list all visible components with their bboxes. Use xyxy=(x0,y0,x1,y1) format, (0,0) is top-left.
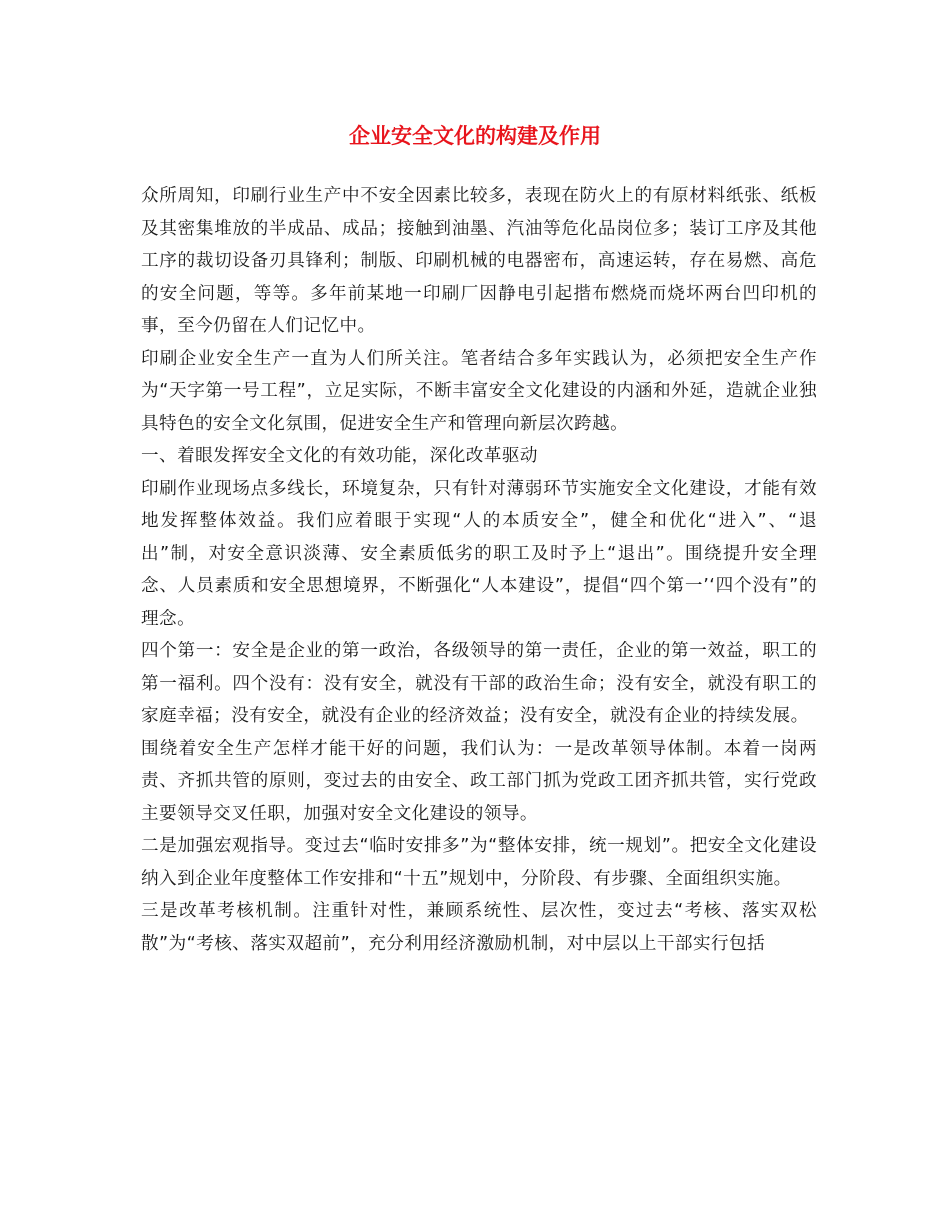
section-heading-1: 一、着眼发挥安全文化的有效功能，深化改革驱动 xyxy=(141,446,538,466)
paragraph-four-principles: 四个第一：安全是企业的第一政治，各级领导的第一责任，企业的第一效益，职工的第一福利。四个没有：没有安全，就没有干部的政治生命；没有安全，就没有职工的家庭幸福；没有安全，就没有企业的经济效益；没有安全，就没有企业的持续发展。 xyxy=(141,641,817,726)
paragraph-leadership-reform: 围绕着安全生产怎样才能干好的问题，我们认为：一是改革领导体制。本着一岗两责、齐抓共管的原则，变过去的由安全、政工部门抓为党政工团齐抓共管，实行党政主要领导交叉任职，加强对安全文化建设的领导。 xyxy=(141,738,817,824)
paragraph-assessment-reform: 三是改革考核机制。注重针对性，兼顾系统性、层次性，变过去“考核、落实双松散”为“考核、落实双超前”，充分利用经济激励机制，对中层以上干部实行包括 xyxy=(141,901,817,954)
document-title: 企业安全文化的构建及作用 xyxy=(349,124,601,148)
paragraph-macro-guidance: 二是加强宏观指导。变过去“临时安排多”为“整体安排，统一规划”。把安全文化建设纳入到企业年度整体工作安排和“十五”规划中，分阶段、有步骤、全面组织实施。 xyxy=(141,836,817,889)
paragraph-safety-focus: 印刷企业安全生产一直为人们所关注。笔者结合多年实践认为，必须把安全生产作为“天字第一号工程”，立足实际，不断丰富安全文化建设的内涵和外延，造就企业独具特色的安全文化氛围，促进安全生产和管理向新层次跨越。 xyxy=(141,348,817,434)
document-body xyxy=(141,180,817,960)
paragraph-workplace: 印刷作业现场点多线长，环境复杂，只有针对薄弱环节实施安全文化建设，才能有效地发挥整体效益。我们应着眼于实现“人的本质安全”，健全和优化“进入”、“退出”制，对安全意识淡薄、安全素质低劣的职工及时予上“退出”。围绕提升安全理念、人员素质和安全思想境界，不断强化“人本建设”，提倡“四个第一’‘四个没有”的理念。 xyxy=(141,478,817,629)
paragraph-intro: 众所周知，印刷行业生产中不安全因素比较多，表现在防火上的有原材料纸张、纸板及其密集堆放的半成品、成品；接触到油墨、汽油等危化品岗位多；装订工序及其他工序的裁切设备刃具锋利；制版、印刷机械的电器密布，高速运转，存在易燃、高危的安全问题，等等。多年前某地一印刷厂因静电引起揩布燃烧而烧坏两台凹印机的事，至今仍留在人们记忆中。 xyxy=(141,186,817,336)
